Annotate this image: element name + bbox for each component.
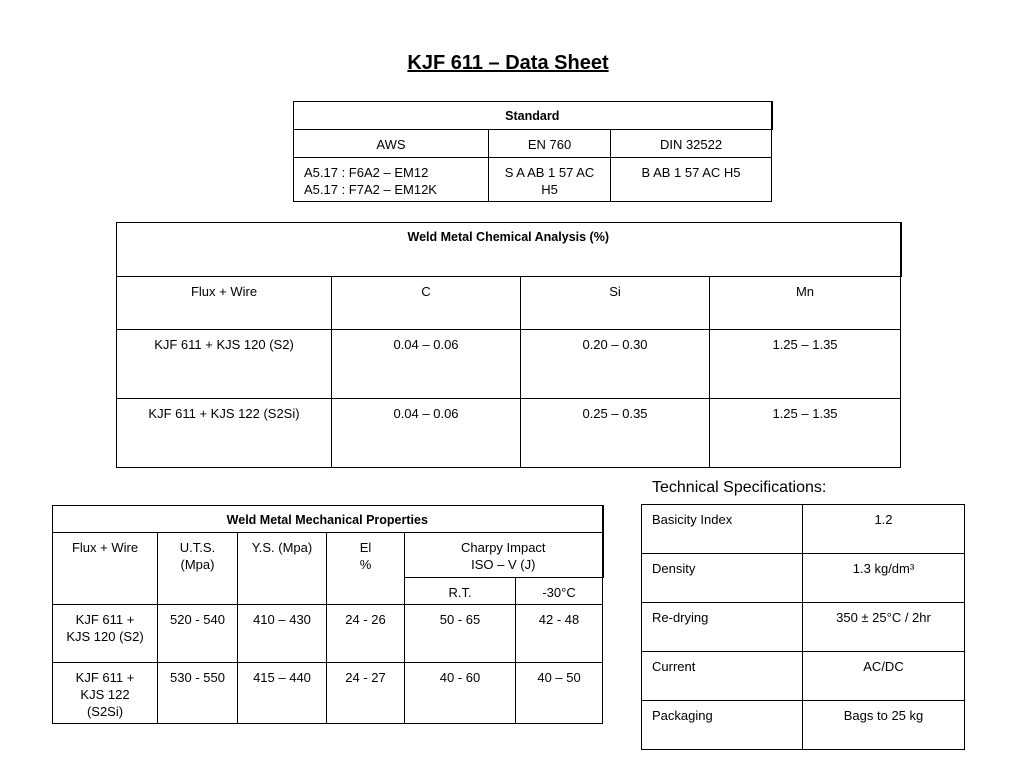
spec-label: Packaging (642, 701, 803, 750)
spec-label: Re-drying (642, 603, 803, 652)
spec-value: 1.2 (803, 505, 965, 554)
mechanical-minus30-cell: 42 - 48 (516, 605, 603, 663)
standard-header: Standard (294, 102, 772, 130)
mechanical-flux-cell (53, 663, 158, 724)
table-row (53, 605, 603, 663)
charpy-label: Charpy Impact (461, 540, 546, 555)
spec-value: 350 ± 25°C / 2hr (803, 603, 965, 652)
technical-specifications-caption: Technical Specifications: (652, 479, 827, 496)
standard-din-value: B AB 1 57 AC H5 (611, 158, 772, 202)
mechanical-properties-table (52, 505, 604, 724)
uts-label: U.T.S. (179, 540, 216, 555)
mechanical-ys-cell: 410 – 430 (238, 605, 327, 663)
charpy-standard: ISO – V (J) (471, 557, 536, 572)
chemical-cell: KJF 611 + KJS 122 (S2Si) (117, 399, 332, 468)
chemical-header: Weld Metal Chemical Analysis (%) (117, 223, 901, 277)
mechanical-rt-cell: 40 - 60 (405, 663, 516, 724)
mechanical-col-ys: Y.S. (Mpa) (238, 533, 327, 605)
technical-specifications-table (641, 504, 965, 750)
spec-value: 1.3 kg/dm³ (803, 554, 965, 603)
table-row (642, 505, 965, 554)
flux-line: (S2Si) (86, 704, 124, 719)
standard-col-en760: EN 760 (489, 130, 611, 158)
standard-table (293, 101, 773, 202)
flux-line: KJF 611 + (75, 612, 135, 627)
mechanical-flux-cell (53, 605, 158, 663)
mechanical-col-el (327, 533, 405, 605)
table-row (117, 399, 901, 468)
chemical-col-si: Si (521, 277, 710, 330)
chemical-col-c: C (332, 277, 521, 330)
mechanical-col-uts (158, 533, 238, 605)
page-title: KJF 611 – Data Sheet (407, 52, 609, 74)
spec-label: Current (642, 652, 803, 701)
standard-aws-line1: A5.17 : F6A2 – EM12 (304, 165, 429, 180)
mechanical-col-flux-wire: Flux + Wire (53, 533, 158, 605)
mechanical-col-charpy (405, 533, 603, 578)
chemical-analysis-table (116, 222, 902, 468)
table-row (642, 652, 965, 701)
mechanical-ys-cell: 415 – 440 (238, 663, 327, 724)
table-row (642, 554, 965, 603)
flux-line: KJF 611 + (75, 670, 135, 685)
mechanical-col-minus30: -30°C (516, 578, 603, 605)
chemical-cell: 1.25 – 1.35 (710, 399, 901, 468)
chemical-cell: 0.04 – 0.06 (332, 330, 521, 399)
spec-value: AC/DC (803, 652, 965, 701)
mechanical-uts-cell: 520 - 540 (158, 605, 238, 663)
mechanical-uts-cell: 530 - 550 (158, 663, 238, 724)
chemical-cell: 0.25 – 0.35 (521, 399, 710, 468)
chemical-col-mn: Mn (710, 277, 901, 330)
standard-aws-value (294, 158, 489, 202)
chemical-cell: 1.25 – 1.35 (710, 330, 901, 399)
spec-label: Basicity Index (642, 505, 803, 554)
chemical-cell: 0.20 – 0.30 (521, 330, 710, 399)
spec-label: Density (642, 554, 803, 603)
mechanical-el-cell: 24 - 26 (327, 605, 405, 663)
standard-aws-line2: A5.17 : F7A2 – EM12K (304, 182, 437, 197)
uts-unit: (Mpa) (180, 557, 215, 572)
table-row (53, 663, 603, 724)
mechanical-header: Weld Metal Mechanical Properties (53, 506, 603, 533)
standard-col-din: DIN 32522 (611, 130, 772, 158)
chemical-cell: KJF 611 + KJS 120 (S2) (117, 330, 332, 399)
flux-line: KJS 120 (S2) (66, 629, 144, 644)
table-row (117, 330, 901, 399)
table-row (642, 701, 965, 750)
standard-en760-value (489, 158, 611, 202)
standard-col-aws: AWS (294, 130, 489, 158)
mechanical-el-cell: 24 - 27 (327, 663, 405, 724)
spec-value: Bags to 25 kg (803, 701, 965, 750)
mechanical-col-rt: R.T. (405, 578, 516, 605)
chemical-cell: 0.04 – 0.06 (332, 399, 521, 468)
chemical-col-flux-wire: Flux + Wire (117, 277, 332, 330)
flux-line: KJS 122 (80, 687, 130, 702)
standard-en760-line2: H5 (541, 182, 558, 197)
standard-en760-line1: S A AB 1 57 AC (504, 165, 595, 180)
mechanical-rt-cell: 50 - 65 (405, 605, 516, 663)
el-label: El (359, 540, 372, 555)
mechanical-minus30-cell: 40 – 50 (516, 663, 603, 724)
el-unit: % (359, 557, 372, 572)
table-row (642, 603, 965, 652)
